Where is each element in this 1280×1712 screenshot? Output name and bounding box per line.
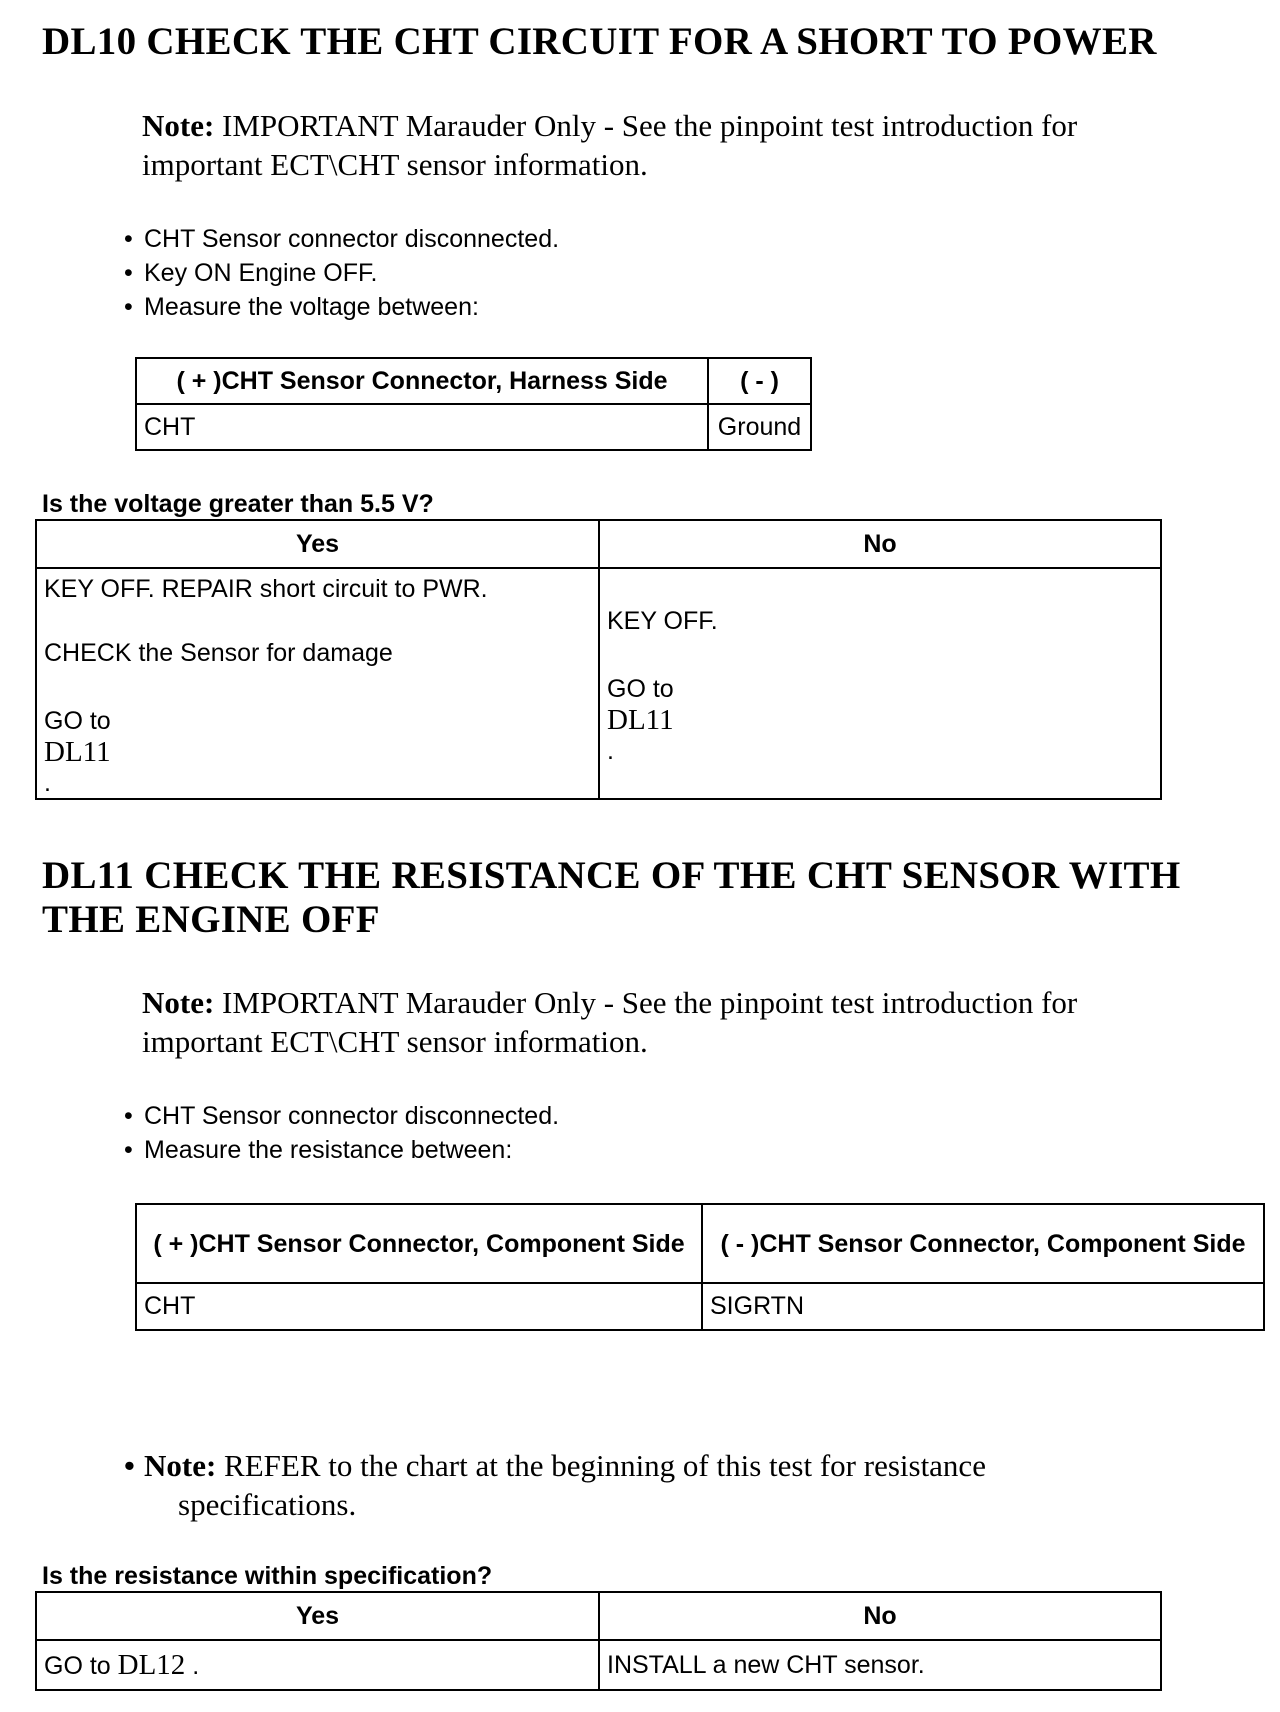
dl11-heading-line2: THE ENGINE OFF [42,898,380,941]
dl11-yes-goto-link[interactable]: DL12 [117,1648,186,1681]
dl10-measure-header-positive: ( + )CHT Sensor Connector, Harness Side [136,358,708,404]
dl10-step: • Key ON Engine OFF. [124,256,559,290]
dl11-heading [42,854,1181,942]
dl11-steps [124,1099,559,1167]
dl10-answer-header-no: No [599,520,1161,568]
dl10-measure-cell-positive: CHT [136,404,708,450]
dl10-note [142,106,1222,184]
dl11-answer-no-cell: INSTALL a new CHT sensor. [599,1640,1161,1690]
dl10-no-goto-prefix: GO to [607,675,674,703]
dl10-answer-no-cell: KEY OFF. GO to DL11 . [599,568,1161,799]
dl11-bullet-note [124,1446,1184,1524]
dl10-yes-line: CHECK the Sensor for damage [44,639,393,667]
dl10-yes-goto-link[interactable]: DL11 [44,736,111,768]
dl11-heading-line1: DL11 CHECK THE RESISTANCE OF THE CHT SENSOR WITH [42,854,1181,897]
dl11-note-text-line2: important ECT\CHT sensor information. [142,1024,648,1059]
dl11-measure-table [135,1203,1265,1331]
dl10-no-goto-link[interactable]: DL11 [607,704,674,736]
dl11-note [142,983,1222,1061]
dl10-yes-goto-prefix: GO to [44,707,111,735]
dl10-note-text-line1: IMPORTANT Marauder Only - See the pinpoint test introduction for [214,108,1078,143]
dl10-answer-yes-cell: KEY OFF. REPAIR short circuit to PWR. CHECK the Sensor for damage GO to DL11 . [36,568,599,799]
dl10-note-label: Note: [142,108,215,143]
dl10-steps [124,222,559,324]
dl11-question: Is the resistance within specification? [42,1562,493,1590]
dl11-bullet-note-line1: REFER to the chart at the beginning of this test for resistance [216,1448,986,1483]
dl10-measure-cell-negative: Ground [708,404,811,450]
dl11-answer-yes-cell: GO to DL12 . [36,1640,599,1690]
bullet-icon: • [124,1448,135,1483]
dl11-step: • CHT Sensor connector disconnected. [124,1099,559,1133]
dl11-step: • Measure the resistance between: [124,1133,559,1167]
dl11-note-label: Note: [142,985,215,1020]
dl11-bullet-note-label: Note: [144,1448,217,1483]
dl10-measure-header-negative: ( - ) [708,358,811,404]
dl10-yes-line: KEY OFF. REPAIR short circuit to PWR. [44,575,488,603]
dl10-note-text-line2: important ECT\CHT sensor information. [142,147,648,182]
dl11-answer-header-yes: Yes [36,1592,599,1640]
dl11-measure-header-positive: ( + )CHT Sensor Connector, Component Side [136,1204,702,1283]
dl10-question: Is the voltage greater than 5.5 V? [42,490,434,518]
dl10-measure-table [135,357,812,451]
dl11-measure-cell-negative: SIGRTN [702,1283,1264,1330]
dl10-answer-header-yes: Yes [36,520,599,568]
dl10-answer-table [35,519,1162,800]
dl11-answer-table [35,1591,1162,1691]
dl11-note-text-line1: IMPORTANT Marauder Only - See the pinpoint test introduction for [214,985,1078,1020]
dl11-yes-prefix: GO to [44,1651,118,1680]
dl10-step: • Measure the voltage between: [124,290,559,324]
dl11-measure-cell-positive: CHT [136,1283,702,1330]
dl11-bullet-note-line2: specifications. [178,1487,357,1522]
dl10-no-line: KEY OFF. [607,607,718,635]
dl11-answer-header-no: No [599,1592,1161,1640]
dl10-step: • CHT Sensor connector disconnected. [124,222,559,256]
dl11-measure-header-negative: ( - )CHT Sensor Connector, Component Side [702,1204,1264,1283]
dl10-heading: DL10 CHECK THE CHT CIRCUIT FOR A SHORT TO POWER [42,20,1157,63]
